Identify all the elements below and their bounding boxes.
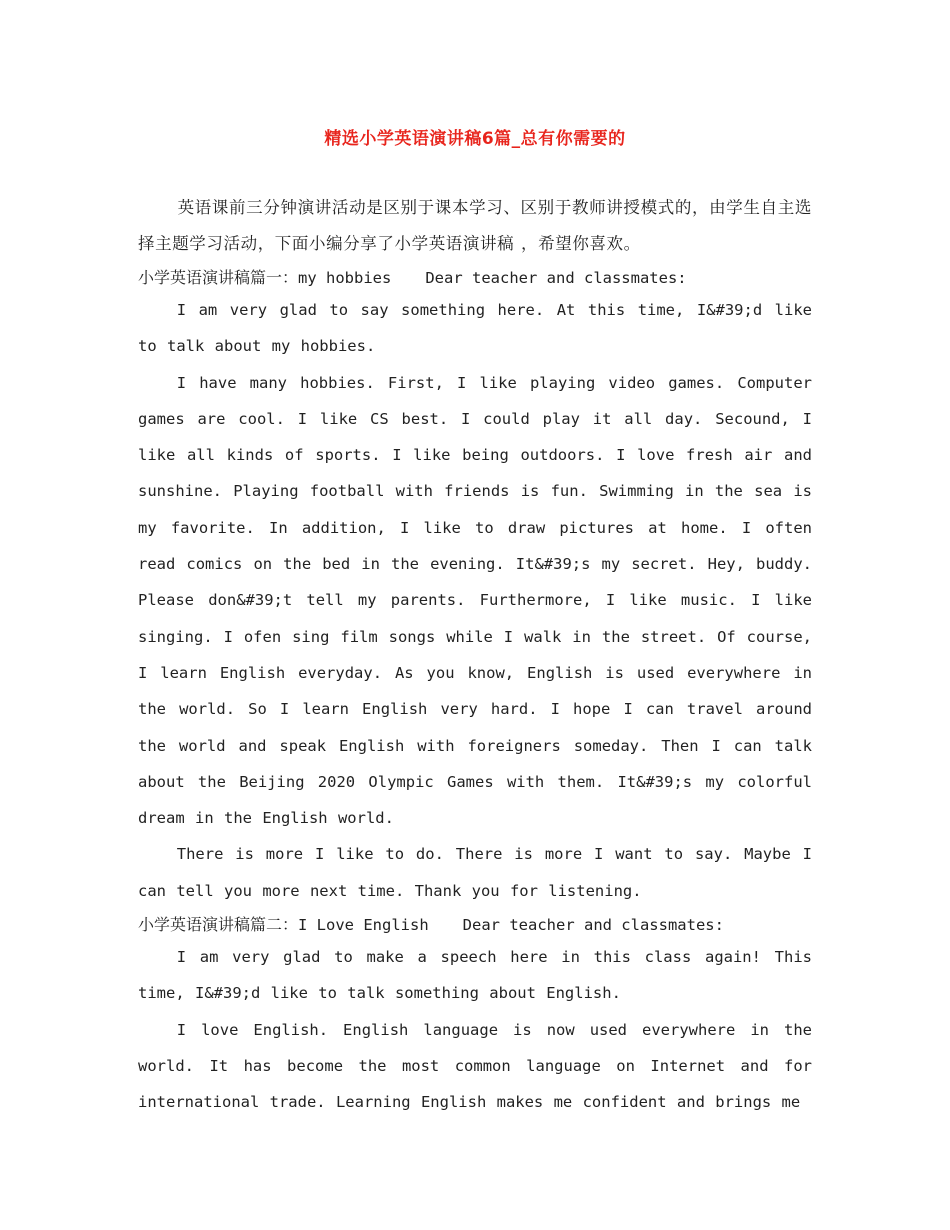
intro-paragraph: 英语课前三分钟演讲活动是区别于课本学习、区别于教师讲授模式的，由学生自主选择主题学习活动，下面小编分享了小学英语演讲稿 ，希望你喜欢。: [138, 198, 812, 253]
section-greeting: Dear teacher and classmates:: [425, 269, 687, 287]
section-heading-label: 小学英语演讲稿篇一：: [138, 268, 299, 287]
section-heading-topic: my hobbies: [298, 269, 392, 287]
paragraph: There is more I like to do. There is more I want to say. Maybe I can tell you more next time. Thank you for listening.: [138, 845, 812, 900]
document-body: [138, 190, 812, 1121]
paragraph: I am very glad to make a speech here in this class again! This time, I&#39;d like to talk something about English.: [138, 948, 812, 1003]
section-heading-label: 小学英语演讲稿篇二：: [138, 915, 299, 935]
document-title: 精选小学英语演讲稿6篇_总有你需要的: [324, 129, 626, 149]
paragraph: I love English. English language is now used everywhere in the world. It has become the most common language on Internet and for international trade. Learning English makes me confident and brings me: [138, 1020, 812, 1112]
section-heading-1: [138, 262, 812, 294]
paragraph: I have many hobbies. First, I like playing video games. Computer games are cool. I like CS best. I could play it all day. Secound, I like all kinds of sports. I like being outdoors. I love fresh air and sunshine. Playing football with friends is fun. Swimming in the sea is my favorite. In addition, I like to draw pictures at home. I often read comics on the bed in the evening. It&#39;s my secret. Hey, buddy. Please don&#39;t tell my parents. Furthermore, I like music. I like singing. I ofen sing film songs while I walk in the street. Of course, I learn English everyday. As you know, English is used everywhere in the world. So I learn English very hard. I hope I can travel around the world and speak English with foreigners someday. Then I can talk about the Beijing 2020 Olympic Games with them. It&#39;s my colorful dream in the English world.: [138, 373, 812, 828]
section-greeting: Dear teacher and classmates:: [462, 916, 724, 935]
section-heading-topic: I Love English: [298, 916, 429, 935]
paragraph: I am very glad to say something here. At this time, I&#39;d like to talk about my hobbies.: [138, 301, 812, 356]
section-heading-2: [138, 909, 812, 941]
